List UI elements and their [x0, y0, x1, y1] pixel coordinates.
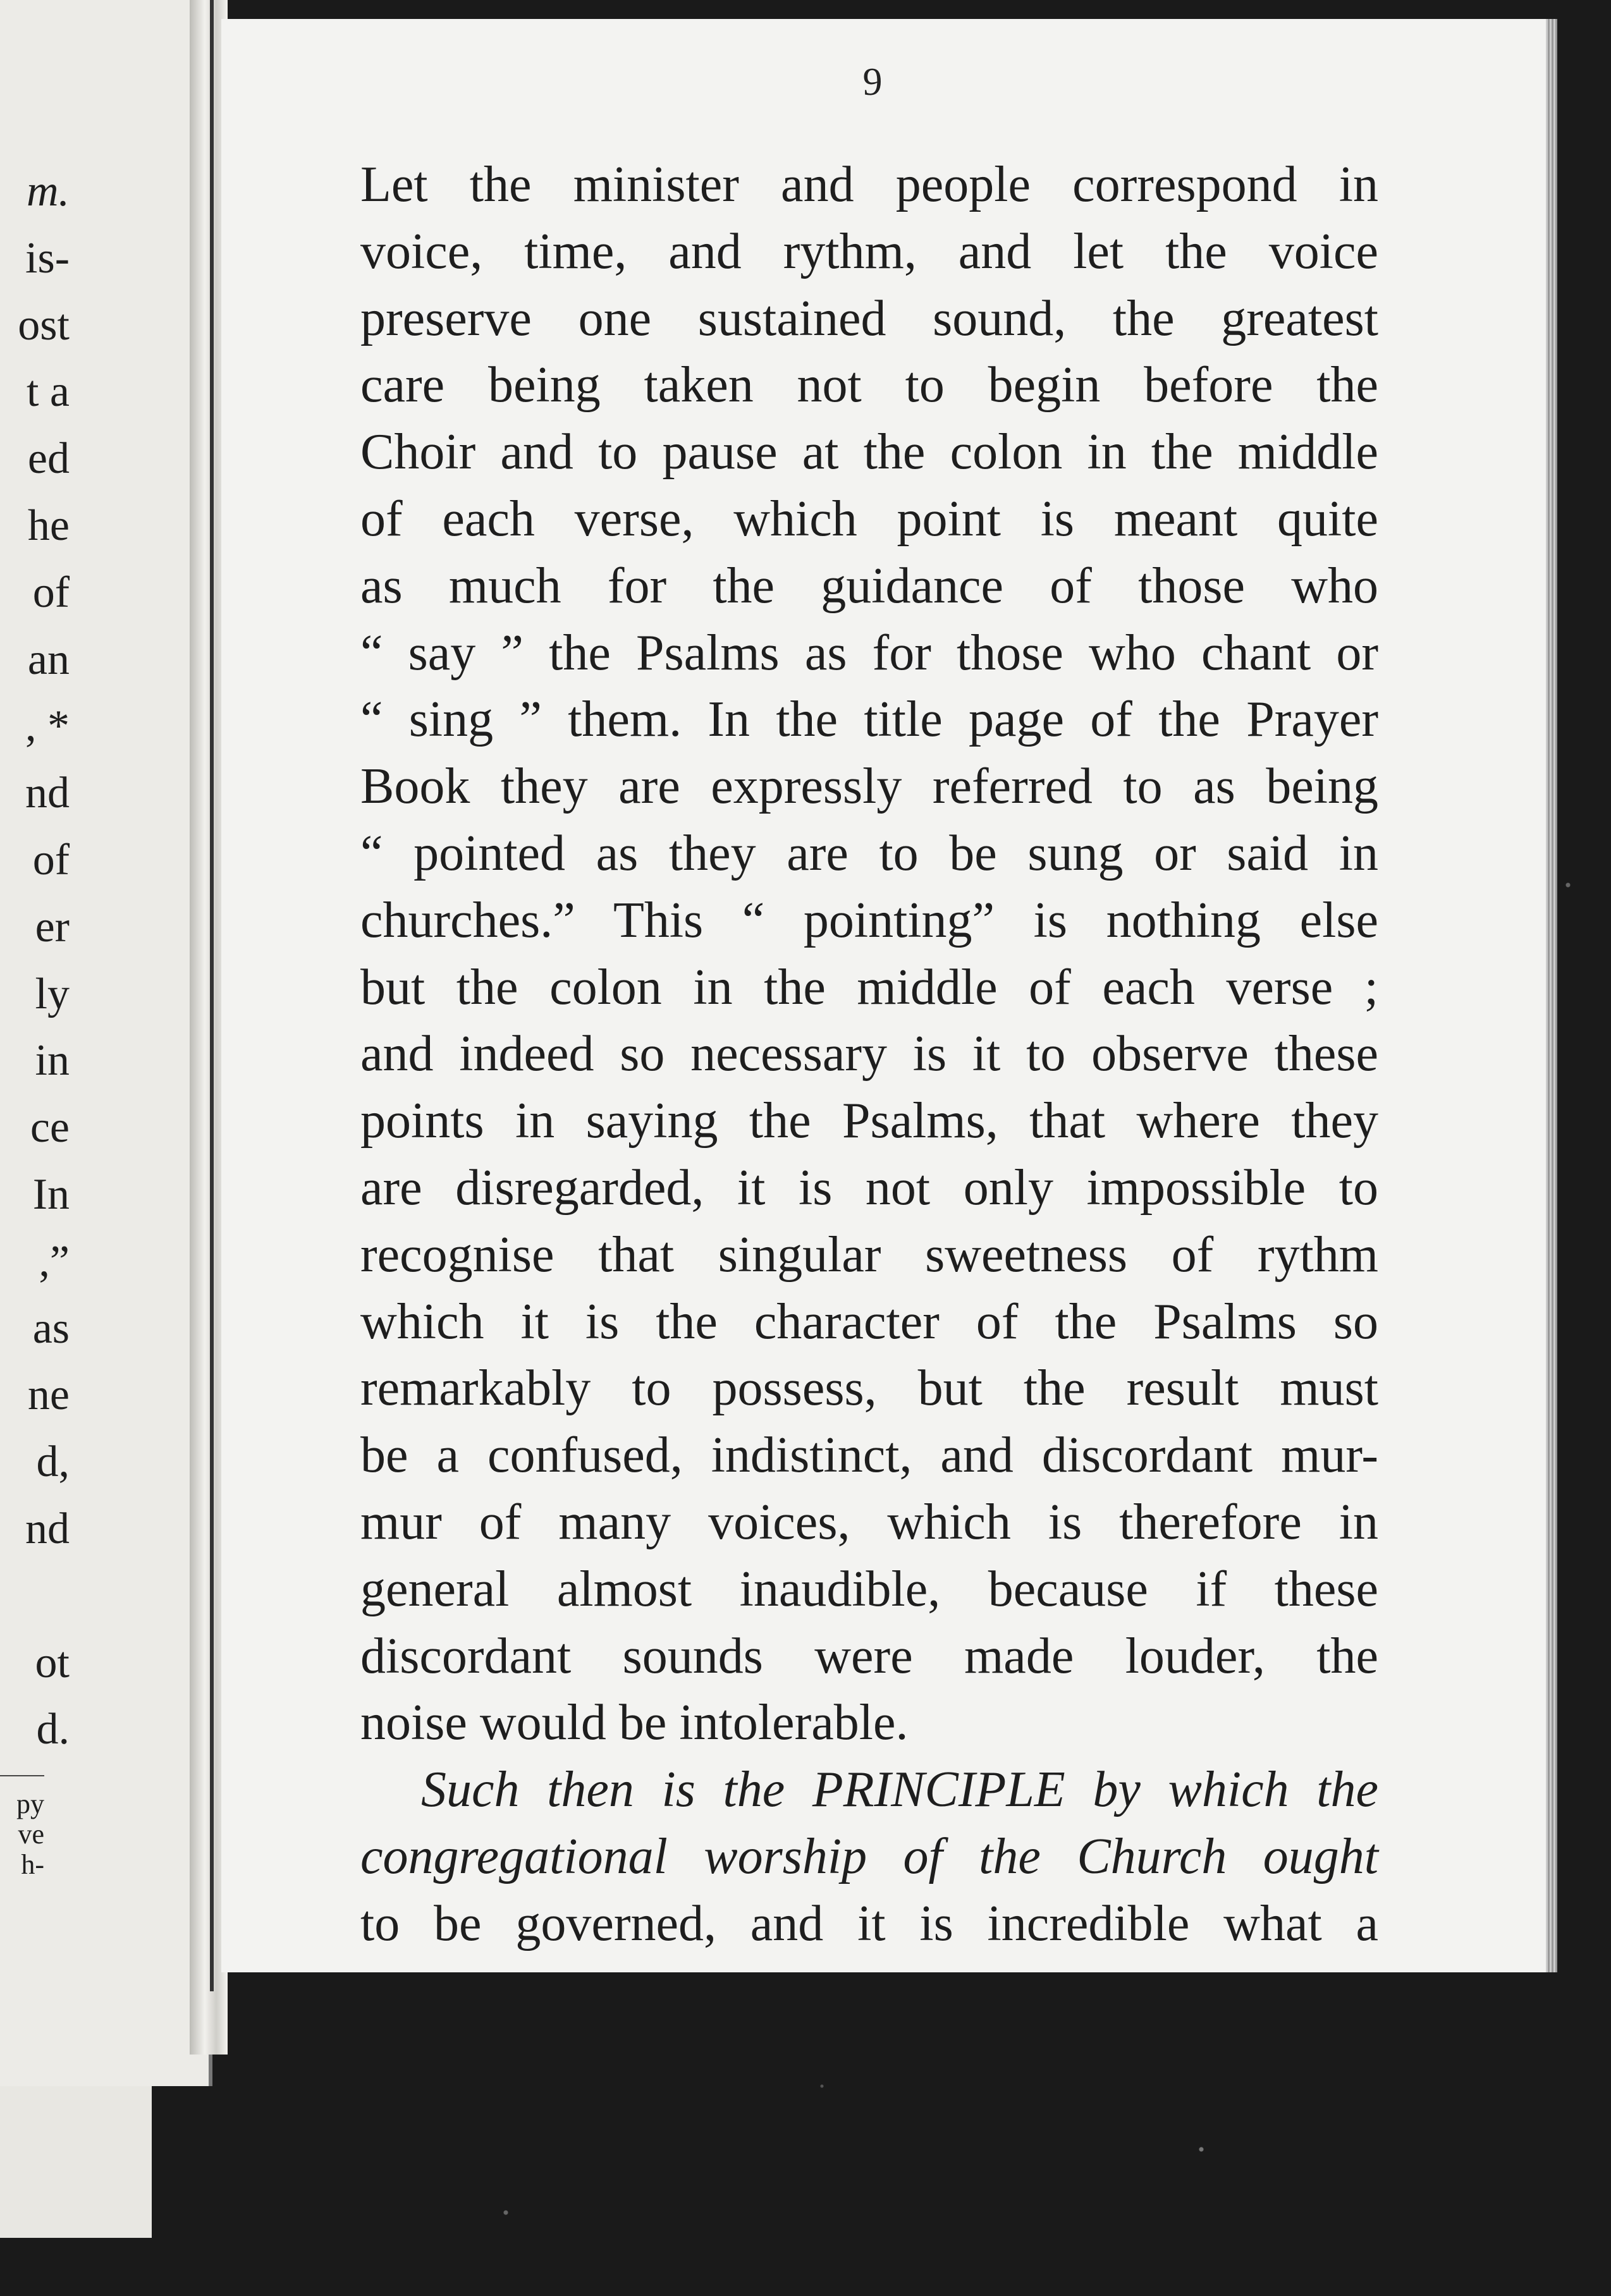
- text-line: of each verse, which point is meant quite: [360, 491, 1378, 547]
- left-footnote-fragment: ve: [18, 1819, 44, 1850]
- left-fragment: of: [32, 568, 70, 617]
- left-footnote-fragment: py: [16, 1788, 44, 1819]
- left-fragment: in: [35, 1036, 70, 1085]
- left-fragment: d,: [36, 1438, 70, 1487]
- page-body-text: [360, 152, 1378, 1958]
- text-line: which it is the character of the Psalms so: [360, 1293, 1378, 1350]
- text-line: Book they are expressly referred to as being: [360, 759, 1378, 815]
- text-line: Choir and to pause at the colon in the middle: [360, 424, 1378, 480]
- left-fragment: , *: [25, 702, 70, 751]
- text-line: churches.” This “ pointing” is nothing else: [360, 892, 1378, 948]
- text-line: “ sing ” them. In the title page of the Prayer: [360, 692, 1378, 748]
- text-line: mur of many voices, which is therefore in: [360, 1494, 1378, 1550]
- binding-thread: [210, 0, 214, 1991]
- left-fragment: ot: [35, 1638, 70, 1687]
- left-fragment: nd: [25, 1504, 70, 1553]
- left-page-text-fragments: [0, 158, 70, 1763]
- left-fragment: d.: [36, 1705, 70, 1754]
- text-line: “ pointed as they are to be sung or said in: [360, 825, 1378, 881]
- text-line: be a confused, indistinct, and discordant mur-: [360, 1427, 1378, 1484]
- text-line: to be governed, and it is incredible what a: [360, 1895, 1378, 1951]
- text-line: are disregarded, it is not only impossible to: [360, 1159, 1378, 1216]
- left-fragment: as: [32, 1304, 70, 1353]
- text-line: and indeed so necessary is it to observe these: [360, 1026, 1378, 1082]
- text-line: preserve one sustained sound, the greatest: [360, 290, 1378, 346]
- page-number: 9: [862, 61, 883, 104]
- left-fragment: ly: [35, 969, 70, 1018]
- text-line: general almost inaudible, because if these: [360, 1561, 1378, 1617]
- left-fragment: is-: [25, 233, 70, 283]
- text-line: remarkably to possess, but the result must: [360, 1360, 1378, 1417]
- text-line: care being taken not to begin before the: [360, 357, 1378, 413]
- left-fragment: In: [32, 1169, 70, 1219]
- left-page-footnote: [0, 1789, 44, 1880]
- left-fragment: nd: [25, 769, 70, 818]
- left-footnote-rule: [0, 1775, 44, 1776]
- left-fragment: ed: [27, 434, 70, 484]
- left-fragment: m.: [26, 167, 70, 216]
- text-line: as much for the guidance of those who: [360, 558, 1378, 614]
- text-line: “ say ” the Psalms as for those who chant or: [360, 625, 1378, 681]
- text-line: congregational worship of the Church ought: [360, 1828, 1378, 1884]
- text-line: discordant sounds were made louder, the: [360, 1628, 1378, 1684]
- left-fragment: ne: [27, 1371, 70, 1420]
- page-edges: [1546, 19, 1557, 1972]
- left-fragment: [0, 1563, 70, 1630]
- left-fragment: of: [32, 835, 70, 884]
- text-line: recognise that singular sweetness of rythm: [360, 1226, 1378, 1283]
- left-fragment: he: [27, 501, 70, 550]
- left-page-corner: [0, 2086, 152, 2238]
- left-fragment: ce: [30, 1103, 70, 1152]
- text-line: points in saying the Psalms, that where they: [360, 1093, 1378, 1149]
- text-line: Let the minister and people correspond in: [360, 157, 1378, 212]
- text-line: voice, time, and rythm, and let the voice: [360, 223, 1378, 279]
- left-fragment: er: [35, 902, 70, 951]
- text-line: Such then is the PRINCIPLE by which the: [421, 1762, 1378, 1818]
- left-fragment: ost: [18, 300, 70, 350]
- text-line: noise would be intolerable.: [360, 1695, 909, 1751]
- left-fragment: an: [27, 635, 70, 684]
- left-fragment: t a: [26, 367, 70, 417]
- text-line: but the colon in the middle of each verse ;: [360, 959, 1378, 1015]
- left-fragment: ,”: [39, 1237, 70, 1286]
- left-footnote-fragment: h-: [21, 1849, 44, 1880]
